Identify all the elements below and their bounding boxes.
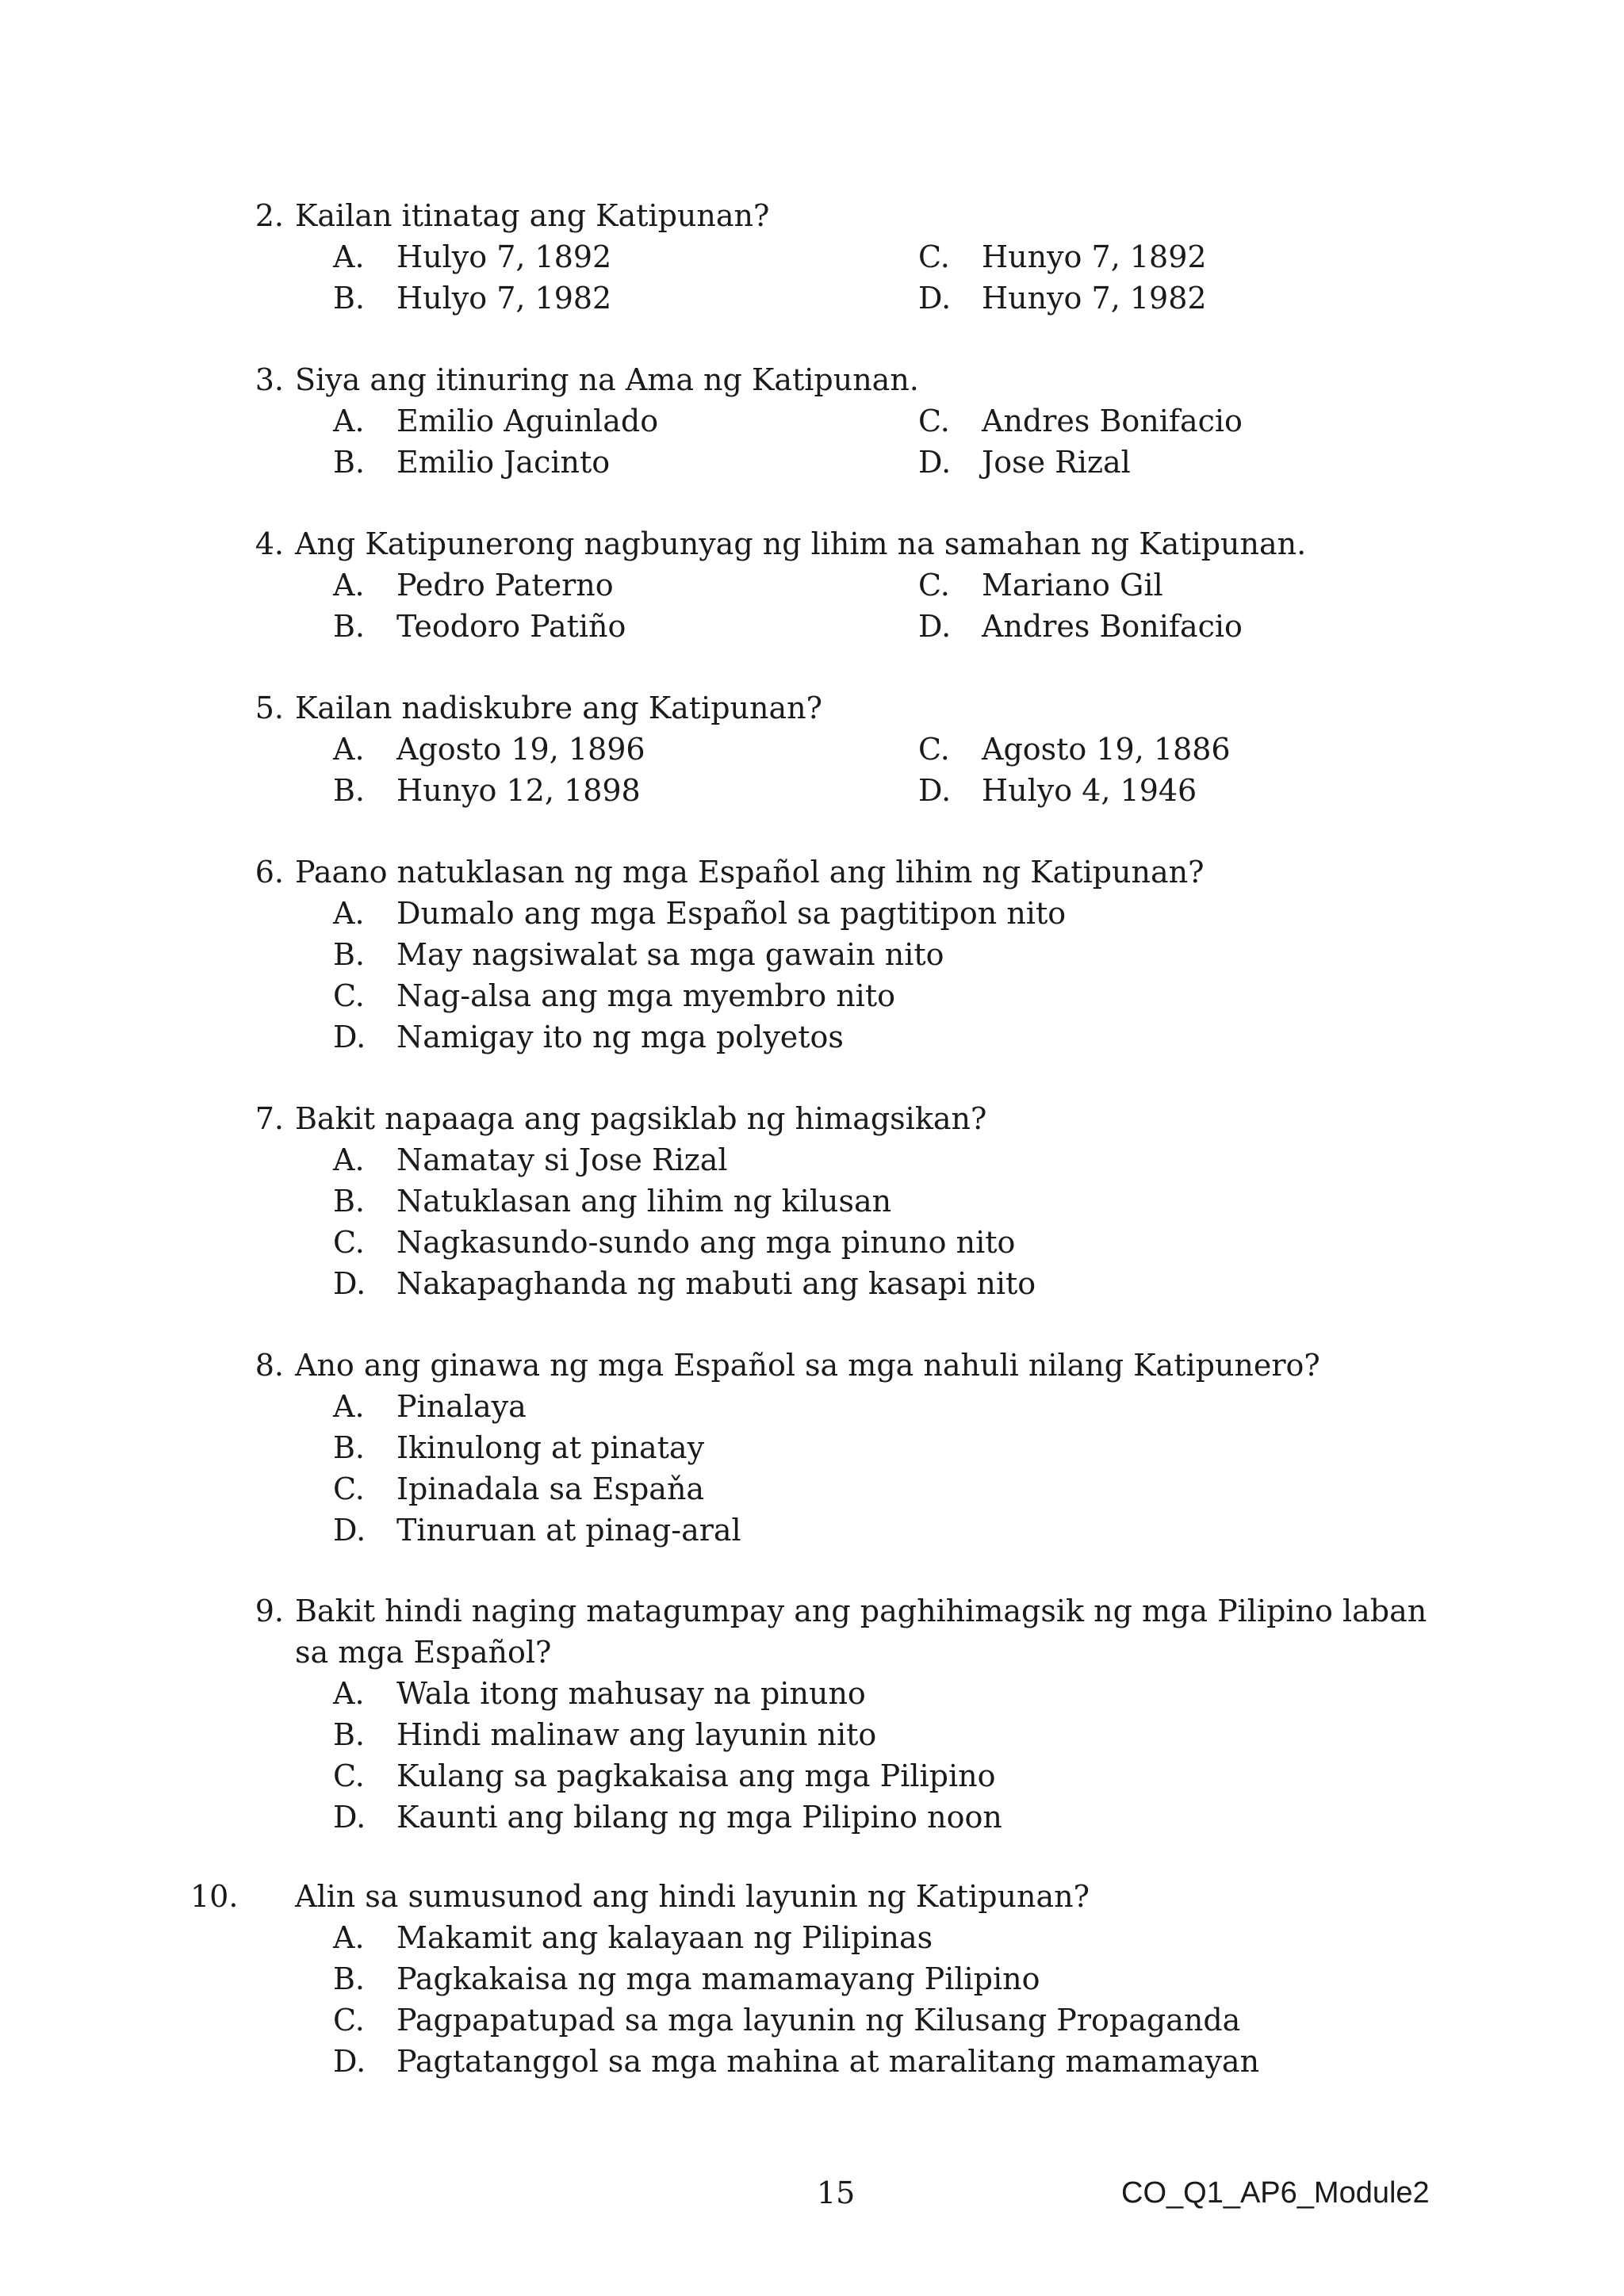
question-number: 10. (190, 1879, 239, 1914)
option-text: Hulyo 7, 1982 (396, 281, 612, 316)
option-letter: A. (333, 1920, 365, 1955)
option-text: Agosto 19, 1886 (982, 732, 1231, 767)
option-letter: A. (333, 568, 365, 603)
option-letter: A. (333, 896, 365, 931)
option-text: Pagkakaisa ng mga mamamayang Pilipino (396, 1961, 1040, 1996)
option-letter: B. (333, 1961, 366, 1996)
page-number: 15 (817, 2175, 856, 2210)
option-text: Mariano Gil (982, 568, 1163, 603)
option-text: Jose Rizal (982, 445, 1131, 480)
question-text: Kailan itinatag ang Katipunan? (295, 198, 770, 233)
question-text: Alin sa sumusunod ang hindi layunin ng Katipunan? (295, 1879, 1090, 1914)
option-letter: D. (333, 1266, 366, 1301)
question-text: Siya ang itinuring na Ama ng Katipunan. (295, 362, 919, 397)
option-text: Hunyo 7, 1982 (982, 281, 1207, 316)
option-text: Pagtatanggol sa mga mahina at maralitang mamamayan (396, 2044, 1260, 2079)
option-letter: D. (918, 281, 952, 316)
option-text: Ipinadala sa Espaňa (396, 1471, 705, 1506)
option-letter: C. (918, 568, 950, 603)
option-letter: A. (333, 239, 365, 274)
option-letter: A. (333, 404, 365, 438)
option-text: Emilio Aguinlado (396, 404, 659, 438)
question-number: 9. (255, 1594, 284, 1628)
question-text: Bakit napaaga ang pagsiklab ng himagsikan? (295, 1101, 987, 1136)
option-letter: A. (333, 1676, 365, 1711)
option-text: Nag-alsa ang mga myembro nito (396, 978, 895, 1013)
option-text: Pagpapatupad sa mga layunin ng Kilusang Propaganda (396, 2003, 1241, 2038)
question-text: Kailan nadiskubre ang Katipunan? (295, 691, 822, 725)
option-letter: C. (333, 1225, 365, 1260)
option-text: Pinalaya (396, 1389, 527, 1424)
option-letter: A. (333, 1142, 365, 1177)
question-number: 3. (255, 362, 284, 397)
option-text: Ikinulong at pinatay (396, 1430, 705, 1465)
option-text: Namigay ito ng mga polyetos (396, 1020, 844, 1054)
option-text: Natuklasan ang lihim ng kilusan (396, 1184, 892, 1219)
option-text: Nagkasundo-sundo ang mga pinuno nito (396, 1225, 1016, 1260)
option-letter: C. (918, 404, 950, 438)
option-letter: D. (918, 445, 952, 480)
option-text: Dumalo ang mga Español sa pagtitipon nito (396, 896, 1067, 931)
option-letter: D. (333, 1513, 366, 1548)
option-text: Makamit ang kalayaan ng Pilipinas (396, 1920, 933, 1955)
option-text: Hulyo 7, 1892 (396, 239, 612, 274)
option-text: Hunyo 12, 1898 (396, 773, 641, 808)
option-text: Wala itong mahusay na pinuno (396, 1676, 866, 1711)
option-letter: B. (333, 1184, 366, 1219)
option-text: Andres Bonifacio (982, 609, 1243, 644)
option-letter: A. (333, 732, 365, 767)
option-letter: B. (333, 609, 366, 644)
option-letter: D. (333, 1800, 366, 1835)
option-letter: C. (333, 978, 365, 1013)
question-number: 7. (255, 1101, 284, 1136)
question-number: 2. (255, 198, 284, 233)
option-text: Hindi malinaw ang layunin nito (396, 1717, 877, 1752)
option-letter: B. (333, 1430, 366, 1465)
option-text: May nagsiwalat sa mga gawain nito (396, 937, 944, 972)
option-letter: C. (918, 732, 950, 767)
option-letter: C. (333, 2003, 365, 2038)
question-number: 4. (255, 526, 284, 561)
question-number: 8. (255, 1348, 284, 1383)
option-letter: B. (333, 937, 366, 972)
option-text: Kaunti ang bilang ng mga Pilipino noon (396, 1800, 1002, 1835)
option-letter: B. (333, 445, 366, 480)
option-letter: C. (333, 1758, 365, 1793)
option-text: Pedro Paterno (396, 568, 614, 603)
option-letter: C. (918, 239, 950, 274)
option-text: Andres Bonifacio (982, 404, 1243, 438)
option-text: Nakapaghanda ng mabuti ang kasapi nito (396, 1266, 1036, 1301)
option-text: Emilio Jacinto (396, 445, 611, 480)
option-text: Hunyo 7, 1892 (982, 239, 1207, 274)
question-number: 5. (255, 691, 284, 725)
option-text: Hulyo 4, 1946 (982, 773, 1197, 808)
option-text: Agosto 19, 1896 (396, 732, 645, 767)
option-letter: C. (333, 1471, 365, 1506)
question-text: Ang Katipunerong nagbunyag ng lihim na samahan ng Katipunan. (295, 526, 1307, 561)
question-text: Bakit hindi naging matagumpay ang paghihimagsik ng mga Pilipino laban sa mga Español? (295, 1594, 1427, 1670)
option-text: Namatay si Jose Rizal (396, 1142, 728, 1177)
question-number: 6. (255, 855, 284, 890)
option-letter: D. (333, 2044, 366, 2079)
question-text: Ano ang ginawa ng mga Español sa mga nahuli nilang Katipunero? (295, 1348, 1320, 1383)
option-letter: D. (333, 1020, 366, 1054)
option-letter: B. (333, 1717, 366, 1752)
option-text: Kulang sa pagkakaisa ang mga Pilipino (396, 1758, 996, 1793)
option-letter: B. (333, 773, 366, 808)
module-code: CO_Q1_AP6_Module2 (1121, 2176, 1430, 2210)
option-letter: B. (333, 281, 366, 316)
option-text: Tinuruan at pinag-aral (396, 1513, 741, 1548)
option-text: Teodoro Patiño (396, 609, 626, 644)
option-letter: D. (918, 773, 952, 808)
option-letter: D. (918, 609, 952, 644)
question-text: Paano natuklasan ng mga Español ang lihim ng Katipunan? (295, 855, 1205, 890)
option-letter: A. (333, 1389, 365, 1424)
